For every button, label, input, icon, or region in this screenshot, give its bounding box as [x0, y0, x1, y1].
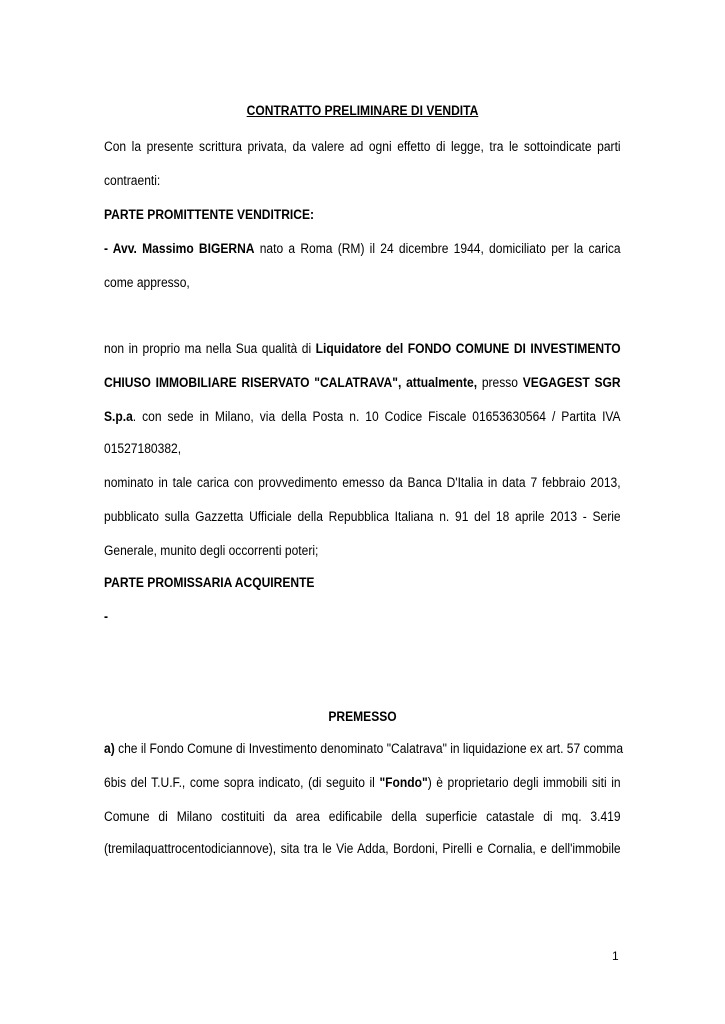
buyer-dash: -	[104, 609, 109, 624]
intro-line-2: contraenti:	[104, 173, 161, 188]
seller-line-1	[104, 240, 621, 258]
premesso-heading: PREMESSO	[328, 709, 397, 724]
seller-heading: PARTE PROMITTENTE VENDITRICE:	[104, 207, 315, 222]
page-title: CONTRATTO PRELIMINARE DI VENDITA	[246, 103, 479, 118]
quality-line-3-b: . con sede in Milano, via della Posta n. 10 Codice Fiscale 01653630564 / Partita IVA	[132, 409, 621, 424]
quality-line-4: 01527180382,	[104, 441, 182, 456]
quality-line-1	[104, 340, 621, 358]
fondo-term: "Fondo"	[379, 775, 428, 790]
nomination-line-1: nominato in tale carica con provvedimento emesso da Banca D'Italia in data 7 febbraio 2013,	[104, 475, 621, 490]
seller-line-1-rest: nato a Roma (RM) il 24 dicembre 1944, domiciliato per la carica	[254, 241, 621, 256]
premise-line-2	[104, 774, 621, 792]
premise-line-4: (tremilaquattrocentodiciannove), sita tra le Vie Adda, Bordoni, Pirelli e Cornalia, e dell'immobile	[104, 841, 621, 856]
premise-line-1-text: che il Fondo Comune di Investimento denominato "Calatrava" in liquidazione ex art. 57 comma	[114, 741, 624, 756]
quality-line-2-c: VEGAGEST SGR	[522, 375, 621, 390]
seller-line-2: come appresso,	[104, 275, 190, 290]
quality-line-3	[104, 408, 621, 426]
quality-line-1-b: Liquidatore del FONDO COMUNE DI INVESTIMENTO	[315, 341, 621, 356]
premise-label-a: a)	[104, 741, 115, 756]
premise-line-2-c: ) è proprietario degli immobili siti in	[427, 775, 621, 790]
intro-line-1: Con la presente scrittura privata, da valere ad ogni effetto di legge, tra le sottoindicate parti	[104, 139, 621, 154]
quality-line-1-a: non in proprio ma nella Sua qualità di	[104, 341, 316, 356]
nomination-line-3: Generale, munito degli occorrenti poteri;	[104, 543, 319, 558]
premise-line-2-a: 6bis del T.U.F., come sopra indicato, (di seguito il	[104, 775, 380, 790]
seller-name: - Avv. Massimo BIGERNA	[104, 241, 255, 256]
buyer-heading: PARTE PROMISSARIA ACQUIRENTE	[104, 575, 315, 590]
quality-line-2-a: CHIUSO IMMOBILIARE RISERVATO "CALATRAVA", attualmente,	[104, 375, 478, 390]
nomination-line-2: pubblicato sulla Gazzetta Ufficiale della Repubblica Italiana n. 91 del 18 aprile 2013 - Serie	[104, 509, 621, 524]
premise-line-3: Comune di Milano costituiti da area edificabile della superficie catastale di mq. 3.419	[104, 809, 621, 824]
premise-line-1	[104, 740, 624, 758]
quality-line-3-a: S.p.a	[104, 409, 133, 424]
quality-line-2-b: presso	[477, 375, 523, 390]
page-number: 1	[612, 949, 619, 963]
quality-line-2	[104, 374, 621, 392]
